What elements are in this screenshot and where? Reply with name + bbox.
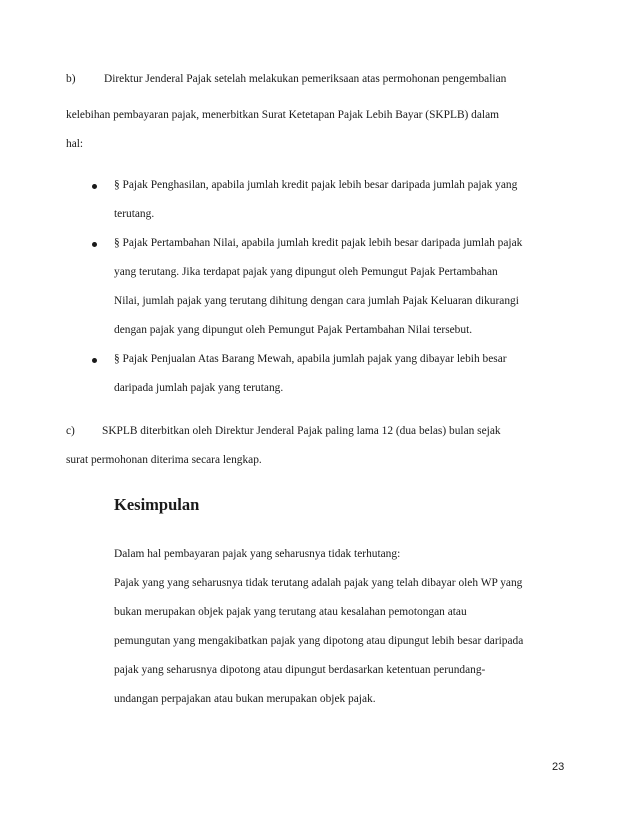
section-c-marker: c)	[66, 425, 75, 437]
bullet-item-line: § Pajak Penghasilan, apabila jumlah kredit pajak lebih besar daripada jumlah pajak yang	[114, 179, 518, 191]
conclusion-heading: Kesimpulan	[114, 495, 200, 514]
conclusion-line: pajak yang seharusnya dipotong atau dipungut berdasarkan ketentuan perundang-	[114, 664, 486, 676]
bullet-dot-icon	[92, 184, 97, 189]
bullet-item-line: daripada jumlah pajak yang terutang.	[114, 382, 284, 394]
conclusion-line: undangan perpajakan atau bukan merupakan objek pajak.	[114, 693, 376, 705]
section-c-line: SKPLB diterbitkan oleh Direktur Jenderal Pajak paling lama 12 (dua belas) bulan sejak	[102, 425, 501, 437]
bullet-item-line: Nilai, jumlah pajak yang terutang dihitung dengan cara jumlah Pajak Keluaran dikurangi	[114, 295, 519, 307]
section-b-line: hal:	[66, 138, 84, 150]
conclusion-line: bukan merupakan objek pajak yang terutang atau kesalahan pemotongan atau	[114, 606, 467, 618]
section-b-marker: b)	[66, 73, 76, 85]
section-b-line: kelebihan pembayaran pajak, menerbitkan Surat Ketetapan Pajak Lebih Bayar (SKPLB) dalam	[66, 109, 500, 121]
conclusion-line: Pajak yang yang seharusnya tidak terutang adalah pajak yang telah dibayar oleh WP yang	[114, 577, 523, 589]
section-c-line: surat permohonan diterima secara lengkap.	[66, 454, 262, 466]
page-number: 23	[552, 761, 565, 773]
bullet-item-line: § Pajak Penjualan Atas Barang Mewah, apabila jumlah pajak yang dibayar lebih besar	[114, 353, 507, 365]
bullet-item-line: dengan pajak yang dipungut oleh Pemungut Pajak Pertambahan Nilai tersebut.	[114, 324, 473, 336]
section-b-line: Direktur Jenderal Pajak setelah melakukan pemeriksaan atas permohonan pengembalian	[104, 73, 507, 85]
bullet-item-line: § Pajak Pertambahan Nilai, apabila jumlah kredit pajak lebih besar daripada jumlah pajak	[114, 237, 523, 249]
conclusion-line: pemungutan yang mengakibatkan pajak yang dipotong atau dipungut lebih besar daripada	[114, 635, 524, 647]
bullet-item-line: yang terutang. Jika terdapat pajak yang dipungut oleh Pemungut Pajak Pertambahan	[114, 266, 498, 278]
bullet-item-line: terutang.	[114, 208, 155, 220]
conclusion-line: Dalam hal pembayaran pajak yang seharusnya tidak terhutang:	[114, 548, 401, 560]
bullet-dot-icon	[92, 358, 97, 363]
bullet-dot-icon	[92, 242, 97, 247]
